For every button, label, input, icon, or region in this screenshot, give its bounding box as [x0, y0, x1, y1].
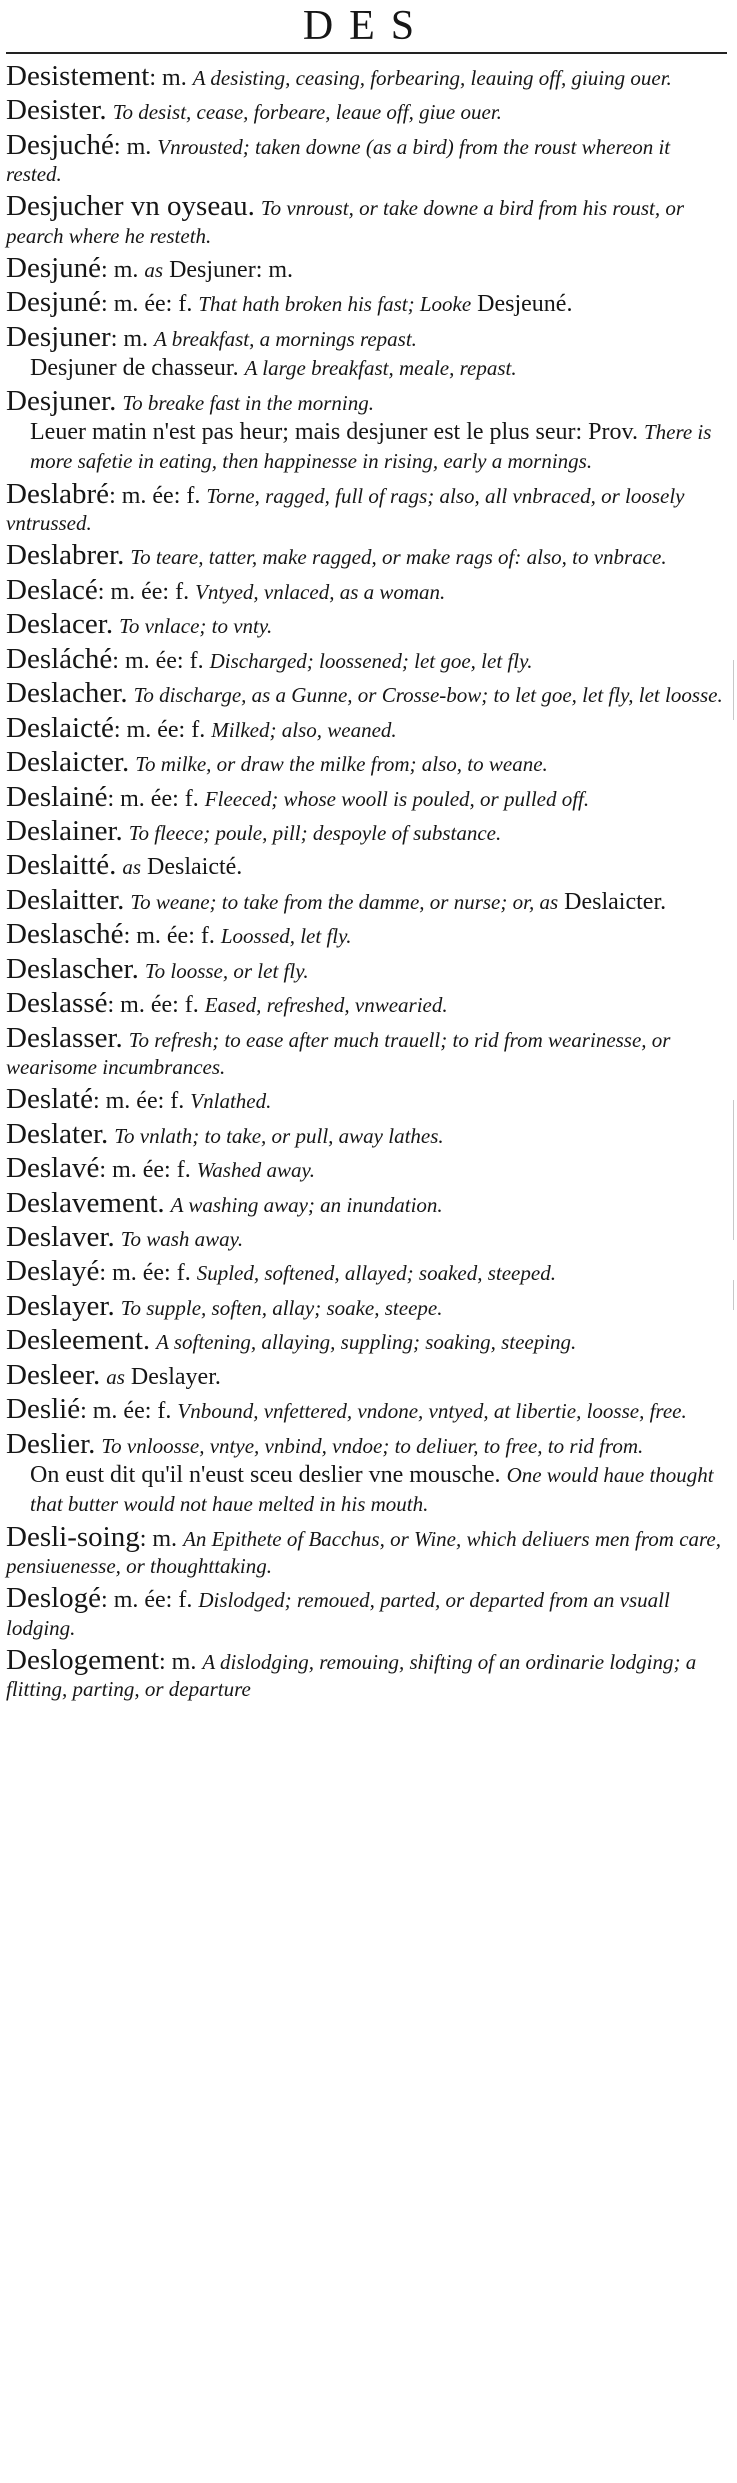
dictionary-entry	[6, 1521, 727, 1580]
subphrase-definition: One would haue thought that butter would not haue melted in his mouth.	[30, 1463, 714, 1517]
dictionary-entry	[6, 712, 727, 744]
entry-definition: To vnloosse, vntye, vnbind, vndoe; to deliuer, to free, to rid from.	[101, 1433, 644, 1458]
entry-headword: Desistement	[6, 60, 150, 92]
entry-grammar: : m. ée: f.	[109, 482, 201, 509]
entry-headword: Desister.	[6, 94, 107, 127]
entry-headword: Desjuner.	[6, 384, 117, 417]
dictionary-entry	[6, 1290, 727, 1322]
dictionary-entry	[6, 918, 727, 950]
entry-definition: Discharged; loossened; let goe, let fly.	[209, 648, 533, 673]
dictionary-entry	[6, 781, 727, 813]
entry-definition: Vntyed, vnlaced, as a woman.	[195, 579, 446, 604]
entry-headword: Desjucher vn oyseau.	[6, 190, 255, 223]
entry-definition: To teare, tatter, make ragged, or make rags of: also, to vnbrace.	[130, 545, 667, 570]
entry-grammar: : m.	[101, 256, 139, 283]
dictionary-entry	[6, 953, 727, 985]
entry-subphrase	[6, 418, 727, 476]
entry-grammar: : m.	[113, 133, 152, 160]
entry-xref-word: Deslayer.	[130, 1363, 221, 1390]
entry-definition: To vnroust, or take downe a bird from his roust, or pearch where he resteth.	[6, 196, 684, 248]
entry-definition: To refresh; to ease after much trauell; to rid from wearinesse, or wearisome incumbrances.	[6, 1027, 671, 1080]
entry-definition: A dislodging, remouing, shifting of an ordinarie lodging; a flitting, parting, or departure	[6, 1649, 697, 1702]
dictionary-entry	[6, 539, 727, 571]
entry-xref-word: Deslaicté.	[147, 854, 243, 881]
entry-definition: To supple, soften, allay; soake, steepe.	[120, 1295, 443, 1320]
entry-definition: Dislodged; remoued, parted, or departed from an vsuall lodging.	[6, 1588, 670, 1640]
entry-headword: Deslacher.	[6, 677, 128, 710]
entry-headword: Deslasché	[6, 918, 124, 951]
entry-definition: To desist, cease, forbeare, leaue off, giue ouer.	[112, 100, 502, 125]
entry-headword: Deslavement.	[6, 1186, 165, 1219]
entry-headword: Deslascher.	[6, 952, 139, 985]
entry-grammar: : m. ée: f.	[112, 647, 204, 674]
entry-grammar: : m.	[159, 1648, 197, 1675]
entry-xref-prefix: as	[144, 257, 164, 282]
entry-xref-prefix: as	[106, 1364, 125, 1389]
entry-headword: Deslacer.	[6, 608, 114, 641]
dictionary-entry	[6, 746, 727, 778]
dictionary-entry	[6, 1359, 727, 1391]
dictionary-entry	[6, 1393, 727, 1425]
entry-subphrase	[6, 1461, 727, 1519]
entry-headword: Deslaitté.	[6, 849, 117, 882]
entry-definition: A desisting, ceasing, forbearing, leauing off, giuing ouer.	[192, 66, 672, 90]
header-rule	[6, 52, 727, 54]
entry-headword: Deslogement	[6, 1643, 160, 1676]
subphrase-text: On eust dit qu'il n'eust sceu deslier vne mousche.	[30, 1462, 501, 1489]
entry-definition: To wash away.	[120, 1227, 244, 1252]
entry-definition: To discharge, as a Gunne, or Crosse-bow; to let goe, let fly, let loosse.	[133, 683, 723, 708]
entry-definition: To fleece; poule, pill; despoyle of substance.	[128, 820, 502, 845]
subphrase-text: Leuer matin n'est pas heur; mais desjuner est le plus seur: Prov.	[30, 419, 638, 446]
entry-definition: Vnlathed.	[190, 1089, 272, 1114]
dictionary-entry	[6, 1644, 727, 1703]
entry-headword: Deslavé	[6, 1152, 100, 1185]
entry-definition: Supled, softened, allayed; soaked, steeped.	[196, 1261, 556, 1286]
entry-xref-word: Deslaicter.	[564, 888, 667, 915]
dictionary-entry	[6, 1118, 727, 1150]
entry-headword: Deslainé	[6, 780, 108, 813]
entry-definition: To milke, or draw the milke from; also, to weane.	[135, 752, 548, 777]
entry-xref-prefix: as	[122, 855, 142, 880]
entry-headword: Deslabré	[6, 477, 110, 510]
entry-grammar: : m.	[149, 65, 187, 91]
entry-xref-word: Desjeuné.	[477, 291, 573, 318]
entry-definition: A breakfast, a mornings repast.	[154, 326, 417, 351]
entry-definition: An Epithete of Bacchus, or Wine, which deliuers men from care, pensiuenesse, or thoughttaking.	[6, 1526, 721, 1579]
entry-grammar: : m. ée: f.	[113, 716, 206, 743]
dictionary-entry	[6, 321, 727, 383]
entry-definition: A softening, allaying, suppling; soaking, steeping.	[156, 1330, 577, 1355]
dictionary-entry	[6, 1428, 727, 1519]
entry-headword: Deslabrer.	[6, 539, 125, 572]
entry-definition: To vnlath; to take, or pull, away lathes.	[114, 1123, 444, 1148]
dictionary-entry	[6, 478, 727, 537]
dictionary-entry	[6, 252, 727, 284]
entry-grammar: : m. ée: f.	[101, 1587, 193, 1614]
dictionary-entry	[6, 815, 727, 847]
entry-definition: To breake fast in the morning.	[122, 390, 374, 415]
dictionary-entry	[6, 849, 727, 881]
entry-grammar: : m.	[139, 1525, 178, 1552]
entry-headword: Desláché	[6, 642, 113, 675]
dictionary-entry	[6, 1255, 727, 1287]
entry-definition: That hath broken his fast; Looke	[198, 292, 472, 317]
entry-headword: Deslayer.	[6, 1289, 115, 1322]
entry-grammar: : m. ée: f.	[107, 785, 199, 812]
entry-grammar: : m. ée: f.	[101, 291, 193, 318]
entry-grammar: : m. ée: f.	[123, 923, 215, 950]
entry-definition: Vnbound, vnfettered, vndone, vntyed, at libertie, loosse, free.	[177, 1399, 687, 1424]
entry-grammar: : m. ée: f.	[107, 992, 199, 1019]
entry-headword: Deslassé	[6, 987, 108, 1020]
entry-headword: Desjuné	[6, 286, 102, 319]
entry-grammar: : m. ée: f.	[92, 1088, 185, 1115]
dictionary-entry	[6, 60, 727, 92]
entry-headword: Desjuné	[6, 251, 102, 284]
entry-headword: Deslaicter.	[6, 746, 130, 779]
dictionary-entry	[6, 1083, 727, 1115]
entry-list	[6, 60, 727, 1703]
dictionary-entry	[6, 385, 727, 476]
entry-definition: To loosse, or let fly.	[144, 958, 309, 983]
entry-headword: Deslaté	[6, 1083, 93, 1116]
page-header: DES	[302, 3, 431, 49]
dictionary-entry	[6, 574, 727, 606]
dictionary-entry	[6, 1187, 727, 1219]
entry-definition: Milked; also, weaned.	[211, 717, 397, 742]
entry-definition: Vnrousted; taken downe (as a bird) from the roust whereon it rested.	[6, 134, 671, 187]
entry-headword: Deslier.	[6, 1427, 96, 1460]
entry-headword: Deslié	[6, 1393, 81, 1426]
entry-headword: Deslaicté	[6, 711, 114, 744]
entry-headword: Deslayé	[6, 1255, 100, 1288]
dictionary-entry	[6, 1152, 727, 1184]
entry-grammar: : m. ée: f.	[97, 578, 190, 605]
entry-definition: To weane; to take from the damme, or nurse; or, as	[130, 889, 559, 914]
entry-xref-word: Desjuner: m.	[169, 256, 294, 283]
entry-headword: Deslogé	[6, 1582, 102, 1615]
dictionary-entry	[6, 608, 727, 640]
entry-definition: A washing away; an inundation.	[170, 1192, 443, 1217]
dictionary-entry	[6, 286, 727, 318]
margin-marks	[730, 0, 734, 2483]
subphrase-definition: There is more safetie in eating, then happinesse in rising, early a mornings.	[30, 420, 712, 474]
dictionary-entry	[6, 94, 727, 126]
entry-headword: Desjuner	[6, 320, 111, 353]
dictionary-entry	[6, 190, 727, 249]
entry-headword: Deslaitter.	[6, 883, 125, 916]
entry-headword: Deslacé	[6, 573, 98, 606]
entry-headword: Desleer.	[6, 1358, 101, 1391]
entry-grammar: : m. ée: f.	[99, 1157, 191, 1184]
entry-headword: Deslasser.	[6, 1021, 123, 1054]
subphrase-text: Desjuner de chasseur.	[30, 355, 239, 382]
entry-definition: Loossed, let fly.	[220, 924, 352, 949]
dictionary-entry	[6, 987, 727, 1019]
dictionary-entry	[6, 677, 727, 709]
entry-definition: Fleeced; whose wooll is pouled, or pulled off.	[204, 786, 590, 811]
entry-definition: Torne, ragged, full of rags; also, all vnbraced, or loosely vntrussed.	[6, 483, 685, 536]
entry-headword: Deslaver.	[6, 1221, 115, 1254]
entry-definition: To vnlace; to vnty.	[119, 614, 273, 639]
entry-subphrase	[6, 354, 727, 383]
dictionary-entry	[6, 1582, 727, 1641]
dictionary-entry	[6, 1022, 727, 1081]
entry-headword: Desjuché	[6, 128, 114, 161]
entry-grammar: : m. ée: f.	[80, 1398, 172, 1425]
dictionary-entry	[6, 129, 727, 188]
dictionary-entry	[6, 1324, 727, 1356]
entry-headword: Desli-soing	[6, 1520, 140, 1553]
entry-definition: Eased, refreshed, vnwearied.	[204, 993, 448, 1018]
dictionary-entry	[6, 1221, 727, 1253]
entry-headword: Deslainer.	[6, 814, 123, 847]
entry-headword: Desleement.	[6, 1324, 151, 1357]
dictionary-entry	[6, 643, 727, 675]
entry-grammar: : m. ée: f.	[99, 1260, 191, 1287]
subphrase-definition: A large breakfast, meale, repast.	[244, 356, 517, 381]
entry-headword: Deslater.	[6, 1117, 109, 1150]
entry-definition: Washed away.	[196, 1158, 315, 1183]
dictionary-entry	[6, 884, 727, 916]
entry-grammar: : m.	[110, 325, 149, 352]
